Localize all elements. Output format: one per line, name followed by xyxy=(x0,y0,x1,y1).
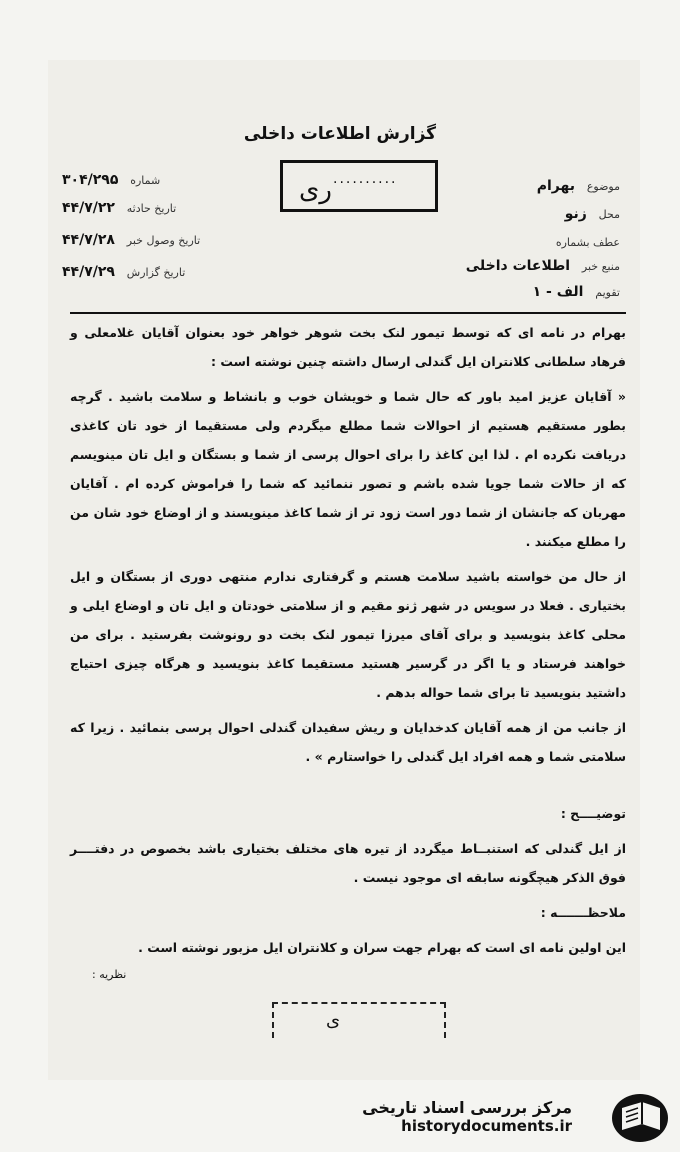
header-value: الف - ۱ xyxy=(532,284,584,300)
footer-watermark xyxy=(362,1098,572,1135)
conclusion-text: این اولین نامه ای است که بهرام جهت سران و کلانتران ایل مزبور نوشته است . xyxy=(138,940,626,955)
stamp-dots: .......... xyxy=(333,171,398,187)
header-divider xyxy=(70,312,626,314)
signature-box xyxy=(272,1002,446,1038)
header-label: تقویم xyxy=(595,286,620,299)
header-value: بهرام xyxy=(536,178,575,194)
letter-paragraph: از حال من خواسته باشید سلامت هستم و گرفتاری ندارم منتهی دوری از بستگان و ایل بختیاری . فعلا در سویس در شهر ژنو مقیم و از سلامتی خودتان و ایل تان و اوضاع ایلی و محلی کاغذ بنویسید و برای آقای میرزا تیمور لنک بخت دو رونوشت بفرستید . برای من خواهند فرستاد و یا اگر در گرسیر هستید مستقیما کاغذ بنویسید و هرگاه چیزی احتیاج داشتید بنویسید تا برای شما حواله بدهم . xyxy=(70,569,626,700)
header-label: عطف بشماره xyxy=(555,236,620,249)
document-title: گزارش اطلاعات داخلی xyxy=(243,124,437,144)
explanation-heading: توضیــــح : xyxy=(560,806,626,821)
header-label: موضوع xyxy=(586,180,620,193)
header-receipt-date xyxy=(62,232,200,248)
header-label: شماره xyxy=(130,174,161,187)
conclusion-heading: ملاحظـــــــه : xyxy=(540,905,626,920)
header-source xyxy=(466,258,620,274)
header-value: ۴۴/۷/۲۹ xyxy=(62,264,115,280)
header-value: اطلاعات داخلی xyxy=(465,258,571,274)
header-label: تاریخ گزارش xyxy=(126,266,186,279)
report-body xyxy=(70,318,626,968)
header-location xyxy=(565,206,620,222)
signature-mark: ی xyxy=(326,1010,341,1031)
header-value: ۴۴/۷/۲۸ xyxy=(62,232,115,248)
website: historydocuments.ir xyxy=(401,1117,572,1135)
header-label: منبع خبر xyxy=(581,260,620,273)
file-stamp-box xyxy=(280,160,438,212)
header-label: محل xyxy=(598,208,620,221)
header-rating xyxy=(533,284,620,300)
header-incident-date xyxy=(62,200,176,216)
header-value: ۴۴/۷/۲۲ xyxy=(62,200,115,216)
org-name: مرکز بررسی اسناد تاریخی xyxy=(362,1098,572,1117)
header-label: تاریخ وصول خبر xyxy=(126,234,201,247)
header-number xyxy=(62,172,160,188)
intro-paragraph: بهرام در نامه ای که توسط تیمور لنک بخت شوهر خواهر خود بعنوان آقایان غلامعلی و فرهاد سلطانی کلانتران ایل گندلی ارسال داشته چنین نوشته است : xyxy=(70,325,626,369)
header-value: ۳۰۴/۲۹۵ xyxy=(62,172,119,188)
header-report-date xyxy=(62,264,185,280)
letter-paragraph: از جانب من از همه آقایان کدخدایان و ریش سفیدان گندلی احوال پرسی بنمائید . زیرا که سلامتی شما و همه افراد ایل گندلی را خواستارم » . xyxy=(70,720,626,764)
explanation-text: از ایل گندلی که استنبــاط میگردد از تیره های مختلف بختیاری باشد بخصوص در دفتــــر فوق الذکر هیچگونه سابقه ای موجود نیست . xyxy=(70,841,626,885)
stamp-text: ری xyxy=(299,175,332,205)
letter-paragraph: « آقایان عزیز امید باور که حال شما و خویشان خوب و بانشاط و سلامت باشید . گرچه بطور مستقیم هستیم از احوالات شما مطلع میگردم ولی مستقیما از خود تان کاغذی دریافت نکرده ام . لذا این کاغذ را برای احوال پرسی از شما و بستگان و ایل تان مینویسم که از حالات شما جویا شده باشم و تصور ننمائید که شما را فراموش کرده ام . آقایان مهربان که جانشان از شما دور است زود تر از شما کاغذ مینویسند و از اوضاع خود شان من را مطلع میکنند . xyxy=(70,389,626,549)
header-label: تاریخ حادثه xyxy=(126,202,177,215)
header-subject xyxy=(537,178,620,194)
note-label: نظریه : xyxy=(92,968,127,981)
header-value: زنو xyxy=(564,206,587,222)
header-reference xyxy=(548,234,620,250)
archive-logo-icon xyxy=(602,1090,672,1146)
